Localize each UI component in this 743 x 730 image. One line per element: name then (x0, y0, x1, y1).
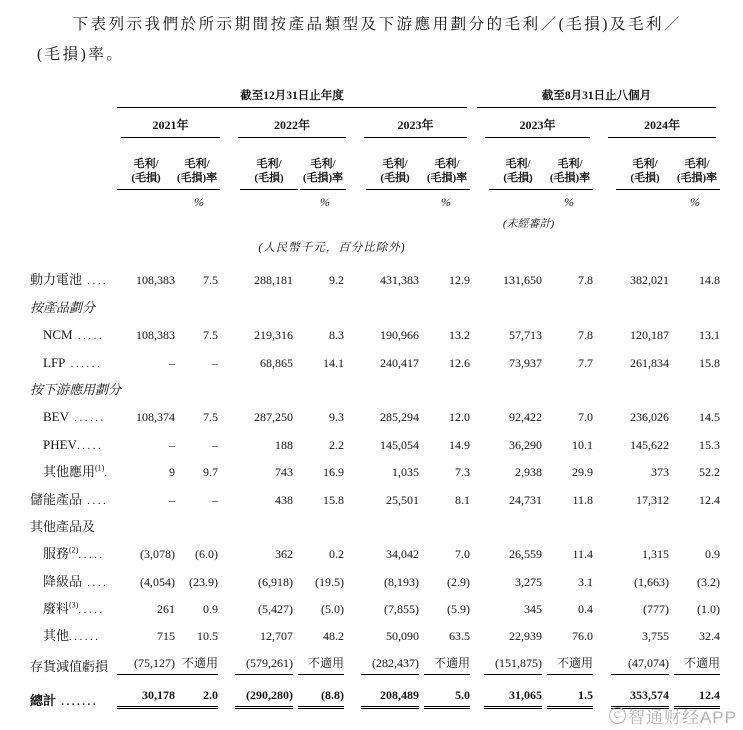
col-header-gross-margin: 毛利/ (毛損)率 (674, 157, 716, 190)
gross-margin-value: 10.5 (197, 629, 218, 644)
gross-margin-value: 3.1 (578, 574, 593, 589)
gross-profit-value: – (169, 355, 175, 370)
gross-margin-value: 2.0 (172, 688, 220, 709)
gross-profit-value: 373 (651, 465, 669, 480)
gross-margin-value: 16.9 (323, 465, 344, 480)
gross-profit-value: 12,707 (260, 629, 293, 644)
table-header-period-groups (22, 84, 716, 108)
gross-profit-value: 261,834 (630, 355, 669, 370)
gross-margin-value: 32.4 (699, 629, 720, 644)
gross-margin-value: 7.5 (203, 410, 218, 425)
row-label: LFP ...... (43, 354, 103, 370)
leader-dots: ..... (78, 549, 105, 562)
gross-margin-value: 0.4 (578, 602, 593, 617)
table-row (22, 535, 720, 562)
gross-margin-value: 12.4 (699, 492, 720, 507)
gross-margin-value: 13.1 (699, 328, 720, 343)
gross-profit-value: 31,065 (467, 688, 547, 709)
gross-margin-value: 1.5 (547, 688, 590, 709)
gross-margin-value: 不適用 (674, 654, 716, 675)
gross-profit-value: (75,127) (117, 656, 172, 675)
row-label: 其他...... (43, 628, 101, 644)
leader-dots: .... (82, 275, 109, 288)
leader-dots: ...... (69, 412, 106, 425)
units-note: (人民幣千元，百分比除外) (258, 242, 406, 254)
watermark-text: 智通财经APP (627, 708, 737, 727)
gross-margin-value: 14.1 (323, 355, 344, 370)
table-header-years (22, 108, 716, 138)
col-header-gross-profit: 毛利/ (毛損) (220, 157, 298, 190)
gross-profit-value: 36,290 (509, 437, 542, 452)
gross-profit-value: 92,422 (509, 410, 542, 425)
gross-profit-value: (3,078) (140, 547, 175, 562)
row-label: 儲能產品 .... (30, 491, 109, 507)
prospectus-page (0, 10, 743, 730)
leader-dots: ....... (56, 696, 99, 709)
gross-margin-value: (5.0) (321, 602, 344, 617)
gross-margin-value: 0.2 (329, 547, 344, 562)
leader-dots: ..... (76, 439, 104, 452)
gross-profit-value: 68,865 (260, 355, 293, 370)
gross-margin-value: (3.2) (697, 574, 720, 589)
gross-margin-value: 15.8 (323, 492, 344, 507)
gross-profit-value: 22,939 (509, 629, 542, 644)
row-label: NCM ..... (43, 327, 105, 343)
gross-profit-value: 57,713 (509, 328, 542, 343)
gross-profit-value: 219,316 (254, 328, 293, 343)
gross-margin-value: 9.2 (329, 273, 344, 288)
table-header-percent-row (22, 190, 716, 210)
gross-profit-value: (6,918) (258, 574, 293, 589)
gross-margin-value: 9.7 (203, 465, 218, 480)
table-row (22, 562, 720, 589)
gross-margin-value: – (212, 492, 218, 507)
col-header-gross-profit: 毛利/ (毛損) (467, 157, 547, 190)
gross-profit-value: 108,383 (136, 328, 175, 343)
year-header-2021: 2021年 (117, 116, 220, 138)
gross-profit-value: 743 (275, 465, 293, 480)
gross-profit-value: 108,383 (136, 273, 175, 288)
gross-margin-value: 13.2 (449, 328, 470, 343)
row-label: 其他產品及 (30, 518, 96, 534)
gross-margin-value: 8.1 (455, 492, 470, 507)
col-header-gross-margin: 毛利/ (毛損)率 (298, 157, 346, 190)
gross-margin-value: 12.6 (449, 355, 470, 370)
gross-profit-value: 1,035 (392, 465, 419, 480)
leader-dots: ...... (69, 631, 101, 644)
gross-profit-value: 345 (524, 602, 542, 617)
gross-margin-value: (19.5) (315, 574, 344, 589)
gross-profit-value: 188 (275, 437, 293, 452)
gross-margin-value: 7.0 (578, 410, 593, 425)
gross-margin-value: 不適用 (172, 654, 220, 675)
gross-profit-value: (290,280) (220, 688, 298, 709)
gross-margin-value: 12.0 (449, 410, 470, 425)
table-row (22, 261, 720, 288)
row-label: 總計 ....... (30, 693, 99, 709)
gross-margin-value: – (212, 355, 218, 370)
row-label: 降級品 .... (43, 573, 109, 589)
row-label: 存貨減值虧損 (30, 659, 109, 675)
gross-profit-value: (5,427) (258, 602, 293, 617)
table-row (22, 480, 720, 507)
gross-profit-value: 261 (157, 602, 175, 617)
col-header-gross-profit: 毛利/ (毛損) (117, 157, 172, 190)
gross-margin-value: 7.7 (578, 355, 593, 370)
gross-margin-value: (6.0) (195, 547, 218, 562)
gross-profit-value: (4,054) (140, 574, 175, 589)
gross-profit-value: 26,559 (509, 547, 542, 562)
col-header-gross-margin: 毛利/ (毛損)率 (424, 157, 467, 190)
gross-margin-value: 14.5 (699, 410, 720, 425)
period-group-eight-months: 截至8月31日止八個月 (467, 87, 716, 108)
gross-profit-value: 288,181 (254, 273, 293, 288)
gross-margin-value: 5.0 (424, 688, 467, 709)
gross-margin-value: (23.9) (189, 574, 218, 589)
gross-margin-value: 15.8 (699, 355, 720, 370)
table-row (22, 644, 720, 675)
leader-dots: .... (82, 576, 109, 589)
table-row (22, 617, 720, 644)
gross-profit-value: 715 (157, 629, 175, 644)
gross-margin-value: 7.0 (455, 547, 470, 562)
leader-dots: ..... (78, 604, 105, 617)
watermark-logo-icon: C (609, 707, 626, 724)
gross-margin-value: 7.8 (578, 273, 593, 288)
gross-profit-value: 208,489 (346, 688, 424, 709)
intro-paragraph (37, 10, 709, 70)
unaudited-note-row (22, 210, 716, 231)
gross-profit-value: 73,937 (509, 355, 542, 370)
leader-dots: .... (82, 494, 109, 507)
row-label: 其他應用$^{(1)}$. (43, 463, 110, 480)
table-body (22, 261, 720, 709)
gross-margin-value: 7.3 (455, 465, 470, 480)
table-row (22, 316, 720, 343)
table-row (22, 343, 720, 370)
gross-margin-value: 2.2 (329, 437, 344, 452)
leader-dots: . (104, 467, 110, 480)
percent-sign: % (194, 195, 204, 209)
gross-profit-value: (1,663) (634, 574, 669, 589)
gross-profit-value: 240,417 (380, 355, 419, 370)
gross-profit-value: 2,938 (515, 465, 542, 480)
gross-margin-value: 不適用 (547, 654, 590, 675)
gross-profit-value: (47,074) (590, 656, 674, 675)
gross-margin-value: 15.3 (699, 437, 720, 452)
gross-profit-value: 431,383 (380, 273, 419, 288)
leader-dots: ...... (65, 357, 103, 370)
gross-profit-value: 17,312 (636, 492, 669, 507)
gross-margin-value: (2.9) (447, 574, 470, 589)
gross-profit-value: (8,193) (384, 574, 419, 589)
gross-profit-value: 30,178 (117, 688, 172, 709)
footnote-ref: (3) (69, 600, 79, 610)
period-group-year-end: 截至12月31日止年度 (117, 87, 467, 108)
gross-margin-value: (1.0) (697, 602, 720, 617)
gross-margin-value: 7.5 (203, 273, 218, 288)
year-header-2022: 2022年 (220, 116, 346, 138)
intro-line-2: (毛損)率。 (37, 46, 125, 63)
gross-margin-value: – (212, 437, 218, 452)
gross-margin-value: 8.3 (329, 328, 344, 343)
percent-sign: % (320, 195, 330, 209)
row-label: 動力電池 .... (30, 272, 109, 288)
gross-margin-value: 不適用 (424, 654, 467, 675)
col-header-gross-margin: 毛利/ (毛損)率 (172, 157, 220, 190)
table-row (22, 425, 720, 452)
gross-profit-value: 190,966 (380, 328, 419, 343)
col-header-gross-margin: 毛利/ (毛損)率 (547, 157, 590, 190)
gross-profit-value: 3,755 (642, 629, 669, 644)
row-label: PHEV..... (43, 436, 104, 452)
percent-sign: % (564, 195, 574, 209)
gross-margin-value: 11.4 (572, 547, 593, 562)
footnote-ref: (2) (69, 545, 79, 555)
table-row (22, 453, 720, 480)
gross-margin-value: 52.2 (699, 465, 720, 480)
gross-margin-value: (5.9) (447, 602, 470, 617)
gross-profit-value: 1,315 (642, 547, 669, 562)
gross-profit-value: (151,875) (467, 656, 547, 675)
units-note-row (22, 231, 716, 255)
table-row (22, 508, 716, 535)
gross-profit-value: – (169, 492, 175, 507)
gross-profit-value: 285,294 (380, 410, 419, 425)
gross-profit-value: 145,054 (380, 437, 419, 452)
intro-line-1: 下表列示我們於所示期間按產品類型及下游應用劃分的毛利／(毛損)及毛利／ (72, 16, 682, 33)
gross-margin-value: 10.1 (572, 437, 593, 452)
gross-profit-value: 353,574 (590, 688, 674, 709)
table-row (22, 590, 720, 617)
gross-margin-value: 0.9 (705, 547, 720, 562)
gross-profit-value: 50,090 (386, 629, 419, 644)
gross-margin-value: 不適用 (298, 654, 346, 675)
gross-profit-value: 145,622 (630, 437, 669, 452)
table-row (22, 398, 720, 425)
gross-profit-value: 362 (275, 547, 293, 562)
percent-sign: % (441, 195, 451, 209)
gross-profit-value: 108,374 (136, 410, 175, 425)
row-label: 按下游應用劃分 (30, 381, 122, 397)
gross-profit-value: 120,187 (630, 328, 669, 343)
row-label: BEV ...... (43, 409, 106, 425)
gross-profit-value: (579,261) (220, 656, 298, 675)
gross-margin-value: 76.0 (572, 629, 593, 644)
gross-profit-value: 236,026 (630, 410, 669, 425)
watermark (609, 703, 737, 728)
year-header-2024: 2024年 (590, 116, 716, 138)
gross-margin-value: 14.8 (699, 273, 720, 288)
gross-margin-value: 11.8 (572, 492, 593, 507)
gross-profit-value: 382,021 (630, 273, 669, 288)
gross-margin-value: 12.9 (449, 273, 470, 288)
row-label: 廢料$^{(3)}$..... (43, 600, 105, 617)
percent-sign: % (690, 195, 700, 209)
unaudited-note: (未經審計) (502, 218, 555, 230)
gross-margin-value: 9.3 (329, 410, 344, 425)
row-label: 服務$^{(2)}$..... (43, 545, 105, 562)
gross-margin-value: 14.9 (449, 437, 470, 452)
col-header-gross-profit: 毛利/ (毛損) (346, 157, 424, 190)
gross-margin-value: 12.4 (674, 688, 716, 709)
gross-margin-value: (8.8) (298, 688, 346, 709)
footnote-ref: (1) (95, 463, 105, 473)
gross-profit-value: 131,650 (503, 273, 542, 288)
gross-margin-value: 0.9 (203, 602, 218, 617)
col-header-gross-profit: 毛利/ (毛損) (590, 157, 674, 190)
gross-profit-table (22, 84, 720, 709)
gross-margin-value: 7.5 (203, 328, 218, 343)
gross-margin-value: 29.9 (572, 465, 593, 480)
gross-margin-value: 48.2 (323, 629, 344, 644)
gross-profit-value: 287,250 (254, 410, 293, 425)
gross-profit-value: 24,731 (509, 492, 542, 507)
gross-profit-value: 438 (275, 492, 293, 507)
gross-profit-value: 3,275 (515, 574, 542, 589)
gross-profit-value: (282,437) (346, 656, 424, 675)
gross-profit-value: (7,855) (384, 602, 419, 617)
year-header-2023: 2023年 (346, 116, 467, 138)
leader-dots: ..... (72, 330, 105, 343)
gross-profit-value: – (169, 437, 175, 452)
gross-profit-value: 9 (169, 465, 175, 480)
table-header-subcolumns (22, 138, 716, 190)
row-label: 按產品劃分 (30, 299, 96, 315)
gross-profit-value: 25,501 (386, 492, 419, 507)
year-header-2023-8m: 2023年 (467, 116, 590, 138)
gross-profit-value: 34,042 (386, 547, 419, 562)
gross-margin-value: 63.5 (449, 629, 470, 644)
table-row (22, 371, 716, 398)
gross-margin-value: 7.8 (578, 328, 593, 343)
table-row (22, 288, 716, 315)
gross-profit-value: (777) (643, 602, 669, 617)
